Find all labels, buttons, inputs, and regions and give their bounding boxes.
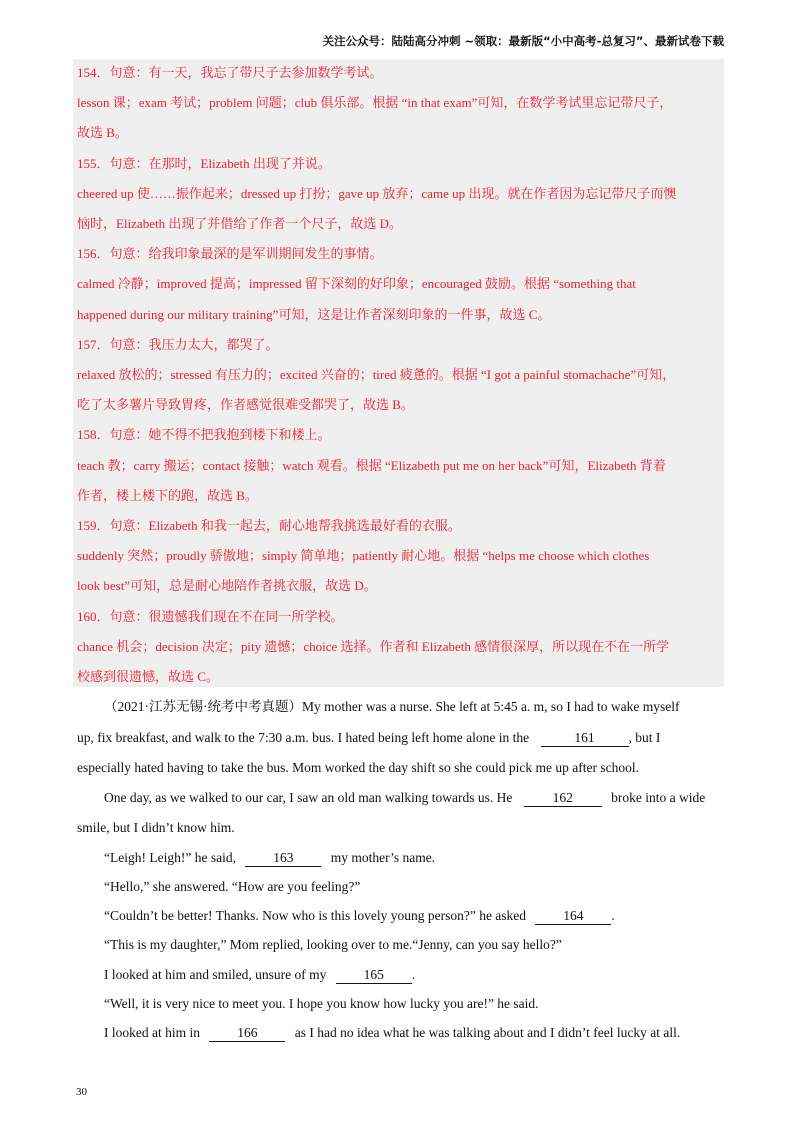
passage-text: . — [411, 967, 416, 982]
passage-line — [104, 788, 705, 808]
passage-text: I looked at him in — [104, 1025, 200, 1040]
answer-line: cheered up 使……振作起来；dressed up 打扮；gave up 放弃；came up 出现。就在作者因为忘记带尺子而懊 — [77, 185, 677, 201]
answer-line: 校感到很遗憾，故选 C。 — [77, 669, 219, 684]
passage-text: my mother’s name. — [330, 850, 436, 865]
answer-line: calmed 冷静；improved 提高；impressed 留下深刻的好印象；encouraged 鼓励。根据 “something that — [77, 276, 636, 292]
passage-line — [104, 965, 415, 985]
passage-line: especially hated having to take the bus. Mom worked the day shift so she could pick me up after school. — [77, 760, 639, 775]
answer-line: 158．句意：她不得不把我抱到楼下和楼上。 — [77, 427, 331, 443]
blank-164[interactable]: 164 — [535, 908, 611, 925]
passage-text: up, fix breakfast, and walk to the 7:30 a.m. bus. I hated being left home alone in the — [77, 730, 530, 745]
page-number: 30 — [76, 1086, 87, 1098]
passage-text: “Couldn’t be better! Thanks. Now who is this lovely young person?” he asked — [104, 908, 527, 923]
answer-line: 159．句意：Elizabeth 和我一起去，耐心地帮我挑选最好看的衣服。 — [77, 518, 461, 533]
answer-line: look best”可知，总是耐心地陪作者挑衣服，故选 D。 — [77, 578, 377, 594]
blank-165[interactable]: 165 — [336, 967, 412, 984]
answer-line: suddenly 突然；proudly 骄傲地；simply 简单地；patiently 耐心地。根据 “helps me choose which clothes — [77, 548, 650, 564]
answer-line: 故选 B。 — [77, 125, 128, 141]
passage-line: “This is my daughter,” Mom replied, looking over to me.“Jenny, can you say hello?” — [104, 937, 562, 952]
passage-line: （2021·江苏无锡·统考中考真题）My mother was a nurse. She left at 5:45 a. m, so I had to wake myself — [104, 699, 680, 714]
passage-line — [104, 848, 435, 868]
page-header: 关注公众号：陆陆高分冲刺 ~领取：最新版“小中高考-总复习”、最新试卷下载 — [322, 34, 724, 48]
answer-line: 156．句意：给我印象最深的是军训期间发生的事情。 — [77, 246, 383, 262]
passage-text: I looked at him and smiled, unsure of my — [104, 967, 327, 982]
passage-line — [104, 906, 615, 926]
answer-line: happened during our military training”可知，这是让作者深刻印象的一件事，故选 C。 — [77, 306, 551, 322]
answer-line: 157．句意：我压力太大，都哭了。 — [77, 336, 279, 352]
passage-text: One day, as we walked to our car, I saw an old man walking towards us. He — [104, 790, 513, 805]
passage-text: “Leigh! Leigh!” he said, — [104, 850, 236, 865]
answer-line: chance 机会；decision 决定；pity 遗憾；choice 选择。作者和 Elizabeth 感情很深厚，所以现在不在一所学 — [77, 638, 670, 654]
blank-163[interactable]: 163 — [245, 850, 321, 867]
passage-line: “Well, it is very nice to meet you. I hope you know how lucky you are!” he said. — [104, 996, 539, 1011]
answer-line: 160．句意：很遗憾我们现在不在同一所学校。 — [77, 608, 344, 624]
blank-161[interactable]: 161 — [541, 730, 629, 747]
passage-line — [77, 728, 660, 748]
answer-line: 作者，楼上楼下的跑，故选 B。 — [77, 487, 258, 503]
answer-line: relaxed 放松的；stressed 有压力的；excited 兴奋的；tired 疲惫的。根据 “I got a painful stomachache”可知， — [77, 367, 676, 382]
passage-text: , but I — [628, 730, 661, 745]
passage-line — [104, 1023, 680, 1043]
answer-line: lesson 课；exam 考试；problem 问题；club 俱乐部。根据 “in that exam”可知，在数学考试里忘记带尺子， — [77, 95, 673, 111]
answer-line: 恼时，Elizabeth 出现了并借给了作者一个尺子，故选 D。 — [77, 216, 402, 231]
answer-line: teach 教；carry 搬运；contact 接触；watch 观看。根据 “Elizabeth put me on her back”可知，Elizabeth 背着 — [77, 457, 666, 473]
passage-line: smile, but I didn’t know him. — [77, 820, 235, 835]
answer-line: 吃了太多薯片导致胃疼，作者感觉很难受都哭了，故选 B。 — [77, 397, 414, 413]
answer-line: 155．句意：在那时，Elizabeth 出现了并说。 — [77, 155, 331, 171]
passage-text: broke into a wide — [611, 790, 706, 805]
passage-line: “Hello,” she answered. “How are you feeling?” — [104, 879, 361, 894]
answer-line: 154．句意：有一天，我忘了带尺子去参加数学考试。 — [77, 65, 383, 80]
passage-text: as I had no idea what he was talking about and I didn’t feel lucky at all. — [294, 1025, 681, 1040]
passage-text: . — [611, 908, 615, 923]
blank-166[interactable]: 166 — [209, 1025, 285, 1042]
blank-162[interactable]: 162 — [524, 790, 602, 807]
